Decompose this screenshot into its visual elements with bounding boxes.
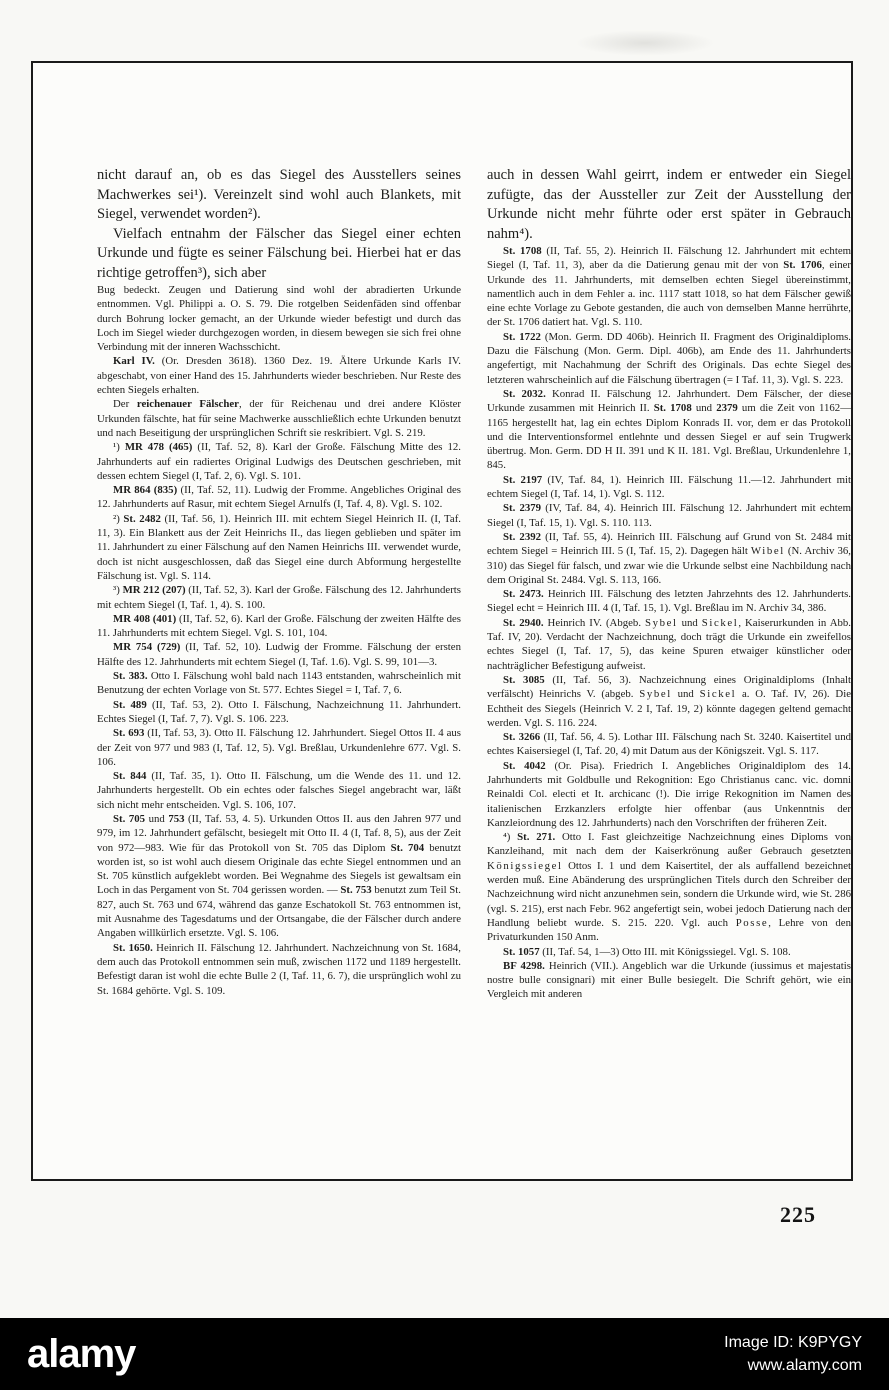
paragraph bbox=[487, 730, 851, 759]
text-segment: St. 704 bbox=[390, 841, 425, 854]
text-segment: (II, Taf. 52, 6). Karl der Große. Fälschung der zweiten Hälfte des 11. Jahrhunderts mit echtem Siegel. Vgl. S. 101, 104. bbox=[97, 612, 462, 640]
text-segment: (N. Archiv 36, 310) das Siegel für falsch, und zwar wie die Urkunde selbst eine Nachbildung nach dem Original St. 2484. Vgl. S. 113, 166. bbox=[487, 545, 851, 586]
text-segment: St. 2032. bbox=[503, 387, 546, 400]
text-segment: nicht darauf an, ob es das Siegel des Ausstellers seines Machwerkes sei¹). Vereinzelt sind wohl auch Blankets, mit Siegel, verwendet worden²). bbox=[97, 167, 461, 222]
text-segment: (II, Taf. 55, 4). Heinrich III. Fälschung auf Grund von St. 2484 mit echtem Siegel = Heinrich III. 5 (I, Taf. 15, 2). Dagegen hält bbox=[487, 530, 851, 558]
text-segment: (II, Taf. 53, 2). Otto I. Fälschung, Nachzeichnung 11. Jahrhundert. Echtes Siegel (I, Taf. 7, 7). Vgl. S. 106. 223. bbox=[97, 698, 461, 725]
text-segment: , einer Urkunde des 11. Jahrhunderts, mit demselben echten Siegel übereinstimmt, namentlich auch in dem Fehler a. inc. 1117 statt 1018, so hat dem Fälscher gewiß eine echte Vorlage zu Gebote gestanden, die auch von demselben Manne herrührte, der St. 1706 datiert hat. Vgl. S. 110. bbox=[487, 259, 851, 329]
paragraph bbox=[97, 397, 461, 440]
text-segment: St. 3085 bbox=[503, 673, 545, 686]
alamy-logo: alamy bbox=[27, 1332, 136, 1376]
text-segment: St. 844 bbox=[113, 770, 147, 783]
paragraph bbox=[487, 530, 851, 587]
text-segment: 753 bbox=[168, 812, 185, 825]
text-segment: MR 864 (835) bbox=[113, 484, 178, 497]
text-segment: Wibel bbox=[750, 545, 785, 558]
paragraph bbox=[487, 959, 851, 1002]
text-segment: Konrad II. Fälschung 12. Jahrhundert. Dem Fälscher, der diese Urkunde zusammen mit Heinrich II. bbox=[487, 387, 851, 415]
text-segment: Heinrich IV. (Abgeb. bbox=[543, 616, 645, 629]
text-segment: St. 1708 bbox=[653, 402, 692, 415]
text-segment: Heinrich II. Fälschung 12. Jahrhundert. Nachzeichnung von St. 1684, dem auch das Protokoll entnommen sein muß, zwischen 1172 und 1189 hergestellt. Befestigt daran ist wohl die echte Bulle 2 (I, Taf. 11, 6. 7), die ursprünglich wohl zu St. 1684 gehörte. Vgl. S. 109. bbox=[97, 941, 461, 997]
text-segment: , Kaiserurkunden in Abb. Taf. IV, 20). Verdacht der Nachzeichnung, doch trägt die Urkunde ein zweifellos echtes Siegel (I, Taf. 17, 5), das keine Spuren etwaiger künstlicher oder nachträglicher Befestigung aufweist. bbox=[487, 616, 851, 672]
paragraph bbox=[487, 387, 851, 473]
text-segment: , Lehre von den Privaturkunden 150 Anm. bbox=[487, 916, 851, 944]
watermark-image-id: Image ID: K9PYGY bbox=[724, 1334, 862, 1351]
text-segment: (IV, Taf. 84, 1). Heinrich III. Fälschung 11.—12. Jahrhundert mit echtem Siegel (I, Taf. 14, 1). Vgl. S. 112. bbox=[487, 473, 851, 501]
text-segment: (II, Taf. 53, 4. 5). Urkunden Ottos II. aus den Jahren 977 und 979, im 12. Jahrhundert gefälscht, besiegelt mit Otto II. 4 (I, Taf. 8, 5), aus der Zeit von 972—983. Wie für das Protokoll von St. 705 das Diplom bbox=[97, 812, 462, 854]
alamy-watermark-bar bbox=[0, 1318, 889, 1390]
text-segment: St. 3266 bbox=[503, 731, 541, 744]
text-segment: (II, Taf. 52, 11). Ludwig der Fromme. Angebliches Original des 12. Jahrhunderts auf Rasur, mit echtem Siegel Arnulfs (I, Taf. 4, 8). Vgl. S. 102. bbox=[97, 484, 461, 511]
text-segment: St. 2379 bbox=[503, 502, 542, 515]
right-column bbox=[487, 166, 851, 1238]
text-segment: St. 693 bbox=[113, 727, 145, 740]
text-segment: St. 2197 bbox=[503, 473, 543, 486]
text-segment: (IV, Taf. 84, 4). Heinrich III. Fälschung 12. Jahrhundert mit echtem Siegel (I, Taf. 15, 1). Vgl. S. 110. 113. bbox=[487, 502, 851, 529]
book-page bbox=[31, 61, 853, 1181]
paragraph bbox=[97, 483, 461, 512]
text-segment: St. 271. bbox=[517, 831, 556, 844]
paragraph bbox=[97, 726, 461, 769]
text-segment: St. 705 bbox=[113, 812, 146, 825]
text-segment: Sybel bbox=[645, 616, 678, 629]
text-segment: benutzt worden ist, so ist wohl auch diesem Originale das echte Siegel entnommen und an St. 705 künstlich aufgeklebt worden. Bei Wegnahme des Siegels ist gewaltsam ein Loch in das Pergament von St. 704 gerissen worden. — bbox=[97, 841, 461, 897]
text-segment: benutzt zum Teil St. 827, auch St. 763 und 674, während das ganze Eschatokoll St. 763 entnommen ist, mit Ausnahme des Tagesdatums und der Ortsangabe, die der Fälscher durch andere Angaben willkürlich ersetzte. Vgl. S. 106. bbox=[97, 884, 461, 940]
text-segment: (II, Taf. 56, 4. 5). Lothar III. Fälschung nach St. 3240. Kaisertitel und echtes Kaisersiegel (I, Taf. 20, 4) mit Datum aus der Königszeit. Vgl. S. 117. bbox=[487, 731, 851, 758]
text-columns bbox=[97, 166, 851, 1238]
text-segment: ³) bbox=[113, 584, 123, 597]
paragraph bbox=[97, 612, 461, 641]
text-segment: ⁴) bbox=[503, 831, 518, 844]
text-segment: Sybel bbox=[639, 688, 672, 701]
paragraph bbox=[97, 283, 461, 354]
text-segment: Posse bbox=[735, 916, 769, 929]
paragraph bbox=[97, 669, 461, 698]
text-segment: MR 754 (729) bbox=[113, 641, 181, 654]
text-segment: BF 4298. bbox=[503, 959, 545, 972]
text-segment: Königssiegel bbox=[487, 859, 563, 872]
paragraph bbox=[487, 945, 851, 959]
text-segment: a. O. Taf. IV, 26). Die Echtheit des Siegels (Heinrich V. 2 I, Taf. 19, 2) könnte dagegen geltend gemacht werden. Vgl. S. 116. 224. bbox=[487, 688, 851, 729]
text-segment: Sickel bbox=[699, 688, 737, 701]
paragraph bbox=[97, 769, 461, 812]
text-segment: Bug bedeckt. Zeugen und Datierung sind wohl der abradierten Urkunde entnommen. Vgl. Philippi a. O. S. 79. Die rotgelben Seidenfäden sind offenbar durch Bohrung locker gemacht, an der Urkunde wieder befestigt und durch das Loch im Siegel wieder durchgezogen worden, in diesem bewegen sie sich frei ohne Verbindung mit der inneren Wachsschicht. bbox=[97, 284, 461, 354]
text-segment: St. 753 bbox=[340, 884, 372, 897]
paragraph bbox=[97, 354, 461, 397]
text-segment: (Mon. Germ. DD 406b). Heinrich II. Fragment des Originaldiploms. Dazu die Fälschung (Mon. Germ. Dipl. 406b), am Ende des 11. Jahrhunderts angefertigt, mit Nachahmung der Schrift des Originals. Das echte Siegel des letzteren wahrscheinlich auf die Fälschung übertragen (= I Taf. 11, 3). Vgl. S. 223. bbox=[487, 330, 851, 386]
text-segment: und bbox=[145, 812, 169, 825]
text-segment: Ottos I. 1 und dem Kaisertitel, der als auffallend bezeichnet werden muß. Eine Abänderung des ursprünglichen Titels durch den Schreiber der Nachzeichnung wird nicht anzunehmen sein, sondern die Urkunde wird, wie St. 286 (vgl. S. 215), erst nach Febr. 962 angefertigt sein, wobei jedoch Datierung nach der Handlung beliebt wurde. S. 215. 220. Vgl. auch bbox=[487, 859, 851, 929]
text-segment: (II, Taf. 35, 1). Otto II. Fälschung, um die Wende des 11. und 12. Jahrhunderts hergestellt. Ob ein echtes oder falsches Siegel angebracht war, läßt sich nicht mehr entscheiden. Vgl. S. 106, 107. bbox=[97, 770, 461, 811]
text-segment: Sickel bbox=[701, 616, 739, 629]
paragraph bbox=[487, 830, 851, 944]
text-segment: Karl IV. bbox=[113, 355, 155, 368]
text-segment: Otto I. Fälschung wohl bald nach 1143 entstanden, wahrscheinlich mit Benutzung der echten Vorlage von St. 577. Echtes Siegel = I, Taf. 7, 6. bbox=[97, 670, 461, 697]
paragraph bbox=[97, 166, 461, 225]
page-number: 225 bbox=[780, 1202, 816, 1227]
text-segment: und bbox=[691, 402, 717, 415]
text-segment: auch in dessen Wahl geirrt, indem er entweder ein Siegel zufügte, das der Aussteller zur Zeit der Ausstellung der Urkunde nicht mehr führte oder erst später in Gebrauch nahm⁴). bbox=[487, 167, 851, 242]
paragraph bbox=[487, 501, 851, 530]
left-column bbox=[97, 166, 461, 1238]
text-segment: ²) bbox=[113, 512, 124, 525]
paragraph bbox=[487, 330, 851, 387]
paragraph bbox=[487, 587, 851, 616]
text-segment: (II, Taf. 52, 3). Karl der Große. Fälschung des 12. Jahrhunderts mit echtem Siegel (I, Taf. 1, 4). S. 100. bbox=[97, 584, 461, 611]
paragraph bbox=[97, 812, 461, 941]
text-segment: (Or. Pisa). Friedrich I. Angebliches Originaldiplom des 14. Jahrhunderts mit Goldbulle und Rekognition: Ego Christianus canc. vic. domni Reinaldi Col. electi et It. archicanc (!). Die irrige Rekognition im Namen des italienischen Erzkanzlers erfolgte hier offenbar (aus Unkenntnis der Kanzleiordnung des 12. Jahrhunderts) nach den Vorschriften der früheren Zeit. bbox=[487, 759, 851, 829]
watermark-info bbox=[724, 1331, 862, 1377]
text-segment: Der bbox=[113, 398, 137, 411]
text-segment: St. 1722 bbox=[503, 330, 541, 343]
paragraph bbox=[97, 512, 461, 583]
text-segment: (Or. Dresden 3618). 1360 Dez. 19. Ältere Urkunde Karls IV. abgeschabt, von einer Hand des 15. Jahrhunderts wieder beschrieben. Nur Reste des echten Siegels erhalten. bbox=[97, 355, 462, 397]
text-segment: Otto I. Fast gleichzeitige Nachzeichnung eines Diploms von Kanzleihand, mit nach dem der Kaiserkrönung außer Gebrauch gesetzten bbox=[487, 831, 851, 858]
text-segment: St. 2392 bbox=[503, 530, 542, 543]
text-segment: St. 1057 bbox=[503, 945, 540, 958]
text-segment: 2379 bbox=[716, 402, 738, 415]
paragraph bbox=[97, 640, 461, 669]
text-segment: St. 383. bbox=[113, 670, 148, 683]
paragraph bbox=[487, 244, 851, 330]
text-segment: MR 478 (465) bbox=[124, 441, 193, 454]
text-segment: und bbox=[677, 616, 702, 629]
text-segment: Heinrich (VII.). Angeblich war die Urkunde (iussimus et majestatis nostre bulle consignari) mit einer Bulle besiegelt. Die Schrift gehört, wie ein Vergleich mit anderen bbox=[487, 959, 851, 1001]
paragraph bbox=[487, 166, 851, 244]
text-segment: (II, Taf. 52, 8). Karl der Große. Fälschung Mitte des 12. Jahrhunderts auf ein radiertes Original Ludwigs des Deutschen geschrieben, mit dessen echtem Siegel (I, Taf. 2, 6). Vgl. S. 101. bbox=[97, 441, 461, 482]
text-segment: St. 4042 bbox=[503, 759, 546, 772]
text-segment: St. 1706 bbox=[783, 259, 822, 272]
text-segment: Heinrich III. Fälschung des letzten Jahrzehnts des 12. Jahrhunderts. Siegel echt = Heinrich III. 4 (I, Taf. 15, 1). Vgl. Breßlau im N. Archiv 34, 386. bbox=[487, 588, 851, 615]
text-segment: St. 2473. bbox=[503, 588, 544, 601]
text-segment: St. 1650. bbox=[113, 941, 153, 954]
paragraph bbox=[97, 941, 461, 998]
paragraph bbox=[97, 698, 461, 727]
watermark-url: www.alamy.com bbox=[747, 1357, 862, 1374]
text-segment: MR 408 (401) bbox=[113, 612, 177, 625]
text-segment: (II, Taf. 56, 3). Nachzeichnung eines Originaldiploms (Inhalt verfälscht) Heinrichs V. (abgeb. bbox=[487, 673, 851, 701]
text-segment: St. 489 bbox=[113, 698, 147, 711]
text-segment: (II, Taf. 53, 3). Otto II. Fälschung 12. Jahrhundert. Siegel Ottos II. 4 aus der Zeit von 977 und 983 (I, Taf. 12, 5). Vgl. Breßlau, Urkundenlehre 677. Vgl. S. 106. bbox=[97, 727, 461, 768]
text-segment: St. 1708 bbox=[503, 245, 542, 257]
text-segment: (II, Taf. 55, 2). Heinrich II. Fälschung 12. Jahrhundert mit echtem Siegel (I, Taf. 11, 3), aber da die Datierung genau mit der von bbox=[487, 245, 851, 272]
text-segment: (II, Taf. 56, 1). Heinrich III. mit echtem Siegel Heinrich II. (I, Taf. 11, 3). Ein Blankett aus der Zeit Heinrichs II., das liegen geblieben und später im 11. Jahrhundert zu einer Fälschung auf den Namen Heinrichs III. verwendet wurde, doch ist nicht ausgeschlossen, daß das Siegel eine durch Abformung hergestellte Fälschung ist. Vgl. S. 114. bbox=[97, 512, 461, 582]
text-segment: (II, Taf. 54, 1—3) Otto III. mit Königssiegel. Vgl. S. 108. bbox=[539, 945, 791, 958]
text-segment: um die Zeit von 1162—1165 hergestellt hat, lag ein echtes Diplom Konrads II. vor, dem er das Protokoll und die Interventionsformel entlehnte und dessen Siegel er auf sein Trugwerk übertrug. Mon. Germ. DD H II. 391 und K II. 181. Vgl. Breßlau, Urkundenlehre 1, 845. bbox=[487, 402, 851, 472]
text-segment: St. 2482 bbox=[123, 512, 161, 525]
text-segment: (II, Taf. 52, 10). Ludwig der Fromme. Fälschung der ersten Hälfte des 12. Jahrhunderts mit echtem Siegel (I, Taf. 1.6). Vgl. S. 99, 101—3. bbox=[97, 641, 461, 668]
text-segment: St. 2940. bbox=[503, 616, 544, 629]
text-segment: und bbox=[671, 688, 700, 701]
paragraph bbox=[487, 759, 851, 830]
paragraph bbox=[97, 440, 461, 483]
text-segment: MR 212 (207) bbox=[122, 584, 186, 597]
paragraph bbox=[97, 225, 461, 284]
paragraph bbox=[487, 473, 851, 502]
paragraph bbox=[97, 583, 461, 612]
text-segment: Vielfach entnahm der Fälscher das Siegel einer echten Urkunde und fügte es seiner Fälschung bei. Hierbei hat er das richtige getroffen³), sich aber bbox=[97, 225, 461, 281]
text-segment: reichenauer Fälscher bbox=[136, 398, 239, 411]
text-segment: ¹) bbox=[113, 441, 125, 454]
paragraph bbox=[487, 673, 851, 730]
paragraph bbox=[487, 616, 851, 673]
scan-smudge bbox=[575, 30, 715, 56]
text-segment: , der für Reichenau und drei andere Klöster Urkunden fälschte, hat für seine Machwerke ausschließlich echte Urkunden benutzt und nach Beseitigung der ursprünglichen Schrift sie reskribiert. Vgl. S. 219. bbox=[97, 398, 461, 439]
